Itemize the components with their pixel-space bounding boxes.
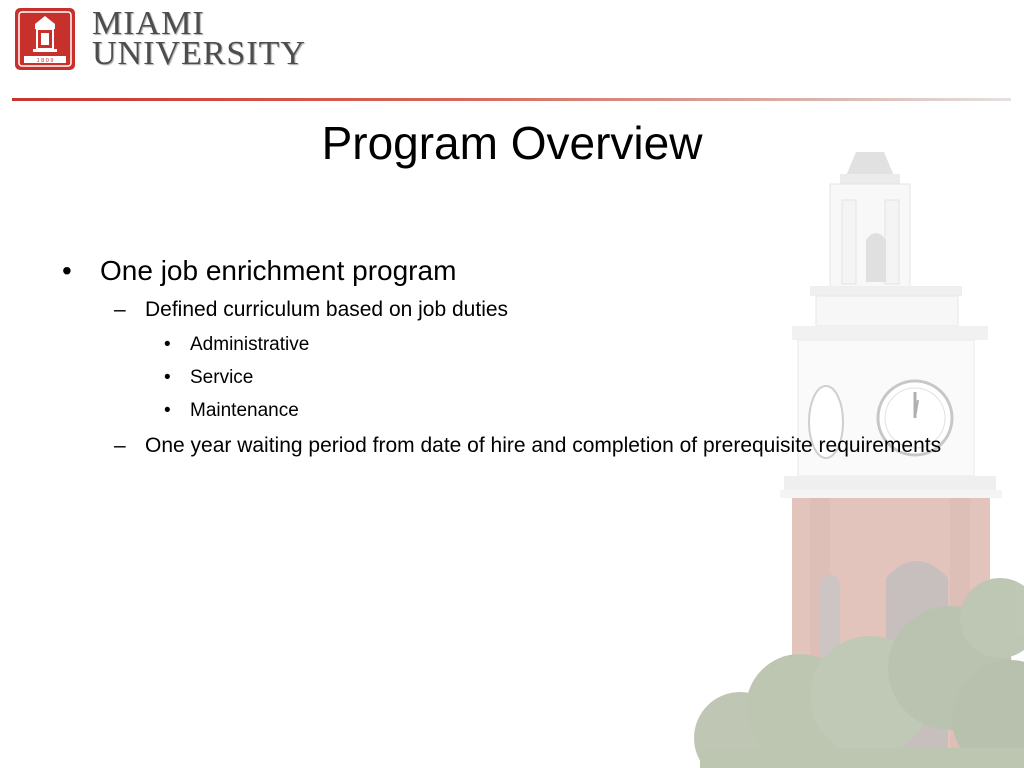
bullet-level3 [164, 397, 942, 424]
bullet-level3 [164, 331, 942, 358]
slide-title: Program Overview [321, 117, 703, 169]
item-administrative: Administrative [190, 334, 310, 355]
bullet-level2 [114, 294, 942, 325]
svg-text:1 8 0 9: 1 8 0 9 [36, 58, 54, 64]
header-divider [12, 98, 1011, 101]
item-service: Service [190, 367, 254, 388]
university-seal-icon [14, 7, 76, 71]
bullet-marker: • [164, 400, 171, 421]
dash-marker: – [114, 434, 126, 457]
sub-bullet-curriculum: Defined curriculum based on job duties [145, 298, 509, 321]
sub-bullet-waiting-period: One year waiting period from date of hire and completion of prerequisite requirements [145, 434, 942, 457]
bullet-marker: • [164, 334, 171, 355]
logo-wordmark [92, 5, 306, 72]
slide-content [62, 252, 942, 467]
bullet-level2 [114, 430, 942, 461]
logo-line-university: UNIVERSITY [92, 35, 306, 72]
logo-line-miami: MIAMI [92, 5, 205, 42]
bullet-level1 [62, 252, 942, 290]
miami-university-logo [14, 7, 314, 77]
bullet-marker: • [164, 367, 171, 388]
bullet-text-main: One job enrichment program [100, 255, 457, 286]
item-maintenance: Maintenance [190, 400, 299, 421]
dash-marker: – [114, 298, 126, 321]
bullet-marker: • [62, 255, 72, 286]
bullet-level3 [164, 364, 942, 391]
